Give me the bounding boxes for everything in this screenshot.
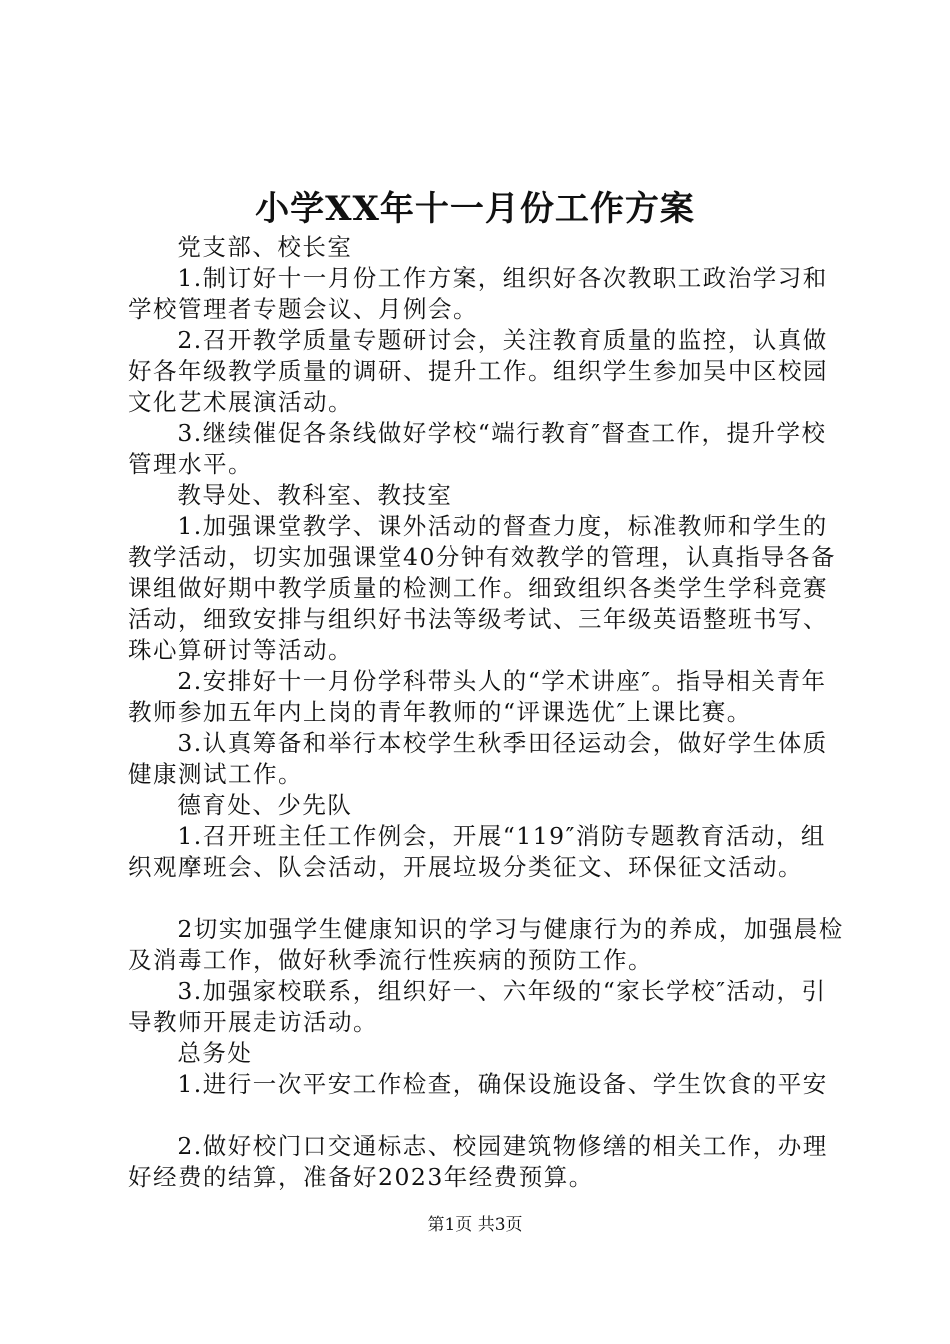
paragraph-spacer <box>128 883 848 914</box>
paragraph: 2.安排好十一月份学科带头人的“学术讲座″。指导相关青年教师参加五年内上岗的青年教师的“评课选优″上课比赛。 <box>128 667 827 726</box>
section-heading-moral-education: 德育处、少先队 <box>177 791 353 819</box>
page-footer: 第1页 共3页 <box>427 1215 523 1235</box>
section-heading-party-office: 党支部、校长室 <box>177 233 353 261</box>
document-body <box>128 232 848 1193</box>
paragraph: 3.继续催促各条线做好学校“端行教育″督查工作，提升学校管理水平。 <box>128 419 827 478</box>
paragraph: 1.召开班主任工作例会，开展“119″消防专题教育活动，组织观摩班会、队会活动，开展垃圾分类征文、环保征文活动。 <box>128 822 826 881</box>
paragraph: 2.召开教学质量专题研讨会，关注教育质量的监控，认真做好各年级教学质量的调研、提升工作。组织学生参加吴中区校园文化艺术展演活动。 <box>128 326 828 416</box>
section-heading-teaching-office: 教导处、教科室、教技室 <box>177 481 453 509</box>
paragraph: 2切实加强学生健康知识的学习与健康行为的养成，加强晨检及消毒工作，做好秋季流行性疾病的预防工作。 <box>128 915 844 974</box>
paragraph: 3.加强家校联系，组织好一、六年级的“家长学校″活动，引导教师开展走访活动。 <box>128 977 827 1036</box>
paragraph: 1.加强课堂教学、课外活动的督查力度，标准教师和学生的教学活动，切实加强课堂40分钟有效教学的管理，认真指导各备课组做好期中教学质量的检测工作。细致组织各类学生学科竞赛活动，细致安排与组织好书法等级考试、三年级英语整班书写、珠心算研讨等活动。 <box>128 512 836 664</box>
paragraph-spacer <box>128 1100 848 1131</box>
paragraph: 3.认真筹备和举行本校学生秋季田径运动会，做好学生体质健康测试工作。 <box>128 729 828 788</box>
document-title: 小学XX年十一月份工作方案 <box>255 189 695 229</box>
paragraph: 1.进行一次平安工作检查，确保设施设备、学生饮食的平安 <box>177 1070 828 1098</box>
section-heading-general-affairs: 总务处 <box>177 1039 253 1067</box>
paragraph: 1.制订好十一月份工作方案，组织好各次教职工政治学习和学校管理者专题会议、月例会。 <box>128 264 828 323</box>
paragraph: 2.做好校门口交通标志、校园建筑物修缮的相关工作，办理好经费的结算，准备好2023年经费预算。 <box>128 1132 828 1191</box>
